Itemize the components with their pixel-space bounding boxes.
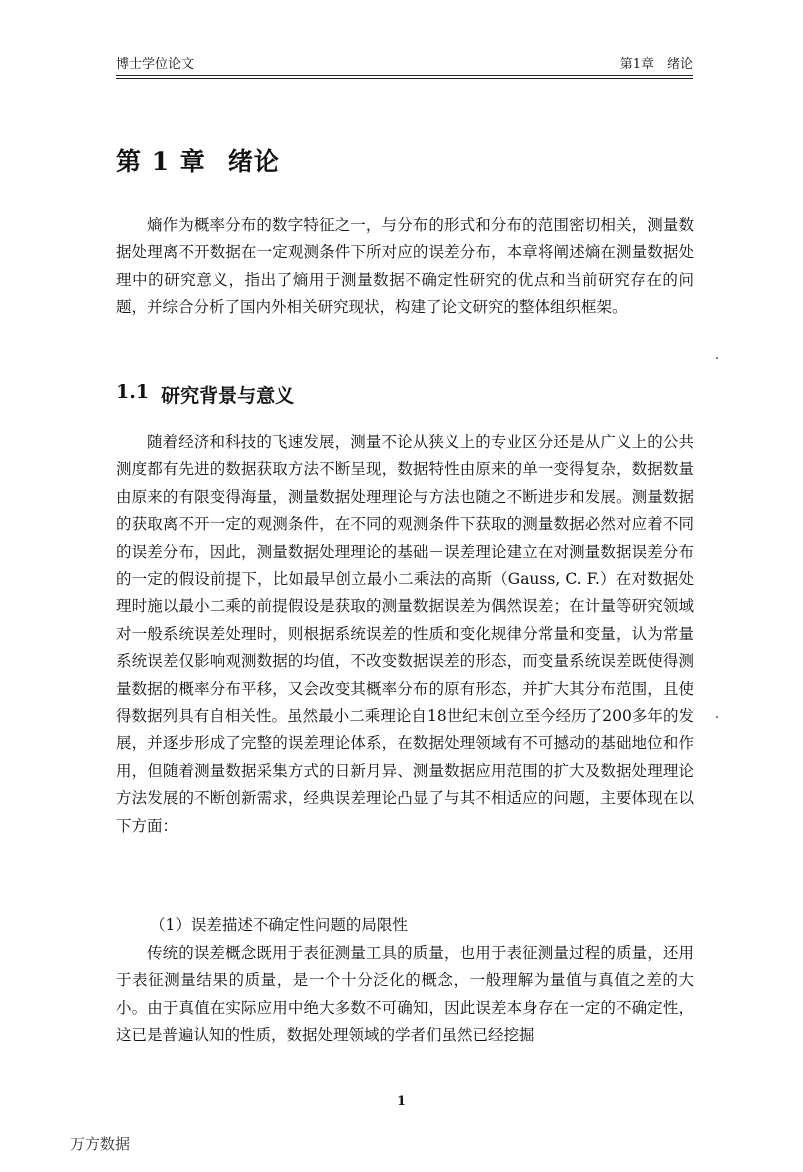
section-title: 研究背景与意义: [161, 385, 295, 407]
section-heading: [116, 381, 294, 408]
running-header: [116, 50, 693, 72]
scan-speck: [716, 357, 718, 359]
header-thesis-type: 博士学位论文: [116, 57, 195, 72]
page-number: 1: [396, 1094, 407, 1109]
chapter-title: [116, 142, 280, 178]
section-number: 1.1: [116, 381, 150, 403]
header-rule: [116, 75, 693, 79]
section-paragraph: 随着经济和科技的飞速发展，测量不论从狭义上的专业区分还是从广义上的公共测度都有先进的数据获取方法不断呈现，数据特性由原来的单一变得复杂，数据数量由原来的有限变得海量，测量数据处理理论与方法也随之不断进步和发展。测量数据的获取离不开一定的观测条件，在不同的观测条件下获取的测量数据必然对应着不同的误差分布，因此，测量数据处理理论的基础－误差理论建立在对测量数据误差分布的一定的假设前提下，比如最早创立最小二乘法的高斯（Gauss, C. F.）在对数据处理时施以最小二乘的前提假设是获取的测量数据误差为偶然误差；在计量等研究领域对一般系统误差处理时，则根据系统误差的性质和变化规律分常量和变量，认为常量系统误差仅影响观测数据的均值，不改变数据误差的形态，而变量系统误差既使得测量数据的概率分布平移，又会改变其概率分布的原有形态，并扩大其分布范围，且使得数据列具有自相关性。虽然最小二乘理论自18世纪末创立至今经历了200多年的发展，并逐步形成了完整的误差理论体系，在数据处理领域有不可撼动的基础地位和作用，但随着测量数据采集方式的日新月异、测量数据应用范围的扩大及数据处理理论方法发展的不断创新需求，经典误差理论凸显了与其不相适应的问题，主要体现在以下方面：: [116, 433, 694, 835]
scan-speck: [716, 716, 718, 718]
watermark: 万方数据: [70, 1135, 131, 1153]
chapter-name: 绪论: [227, 147, 280, 176]
header-chapter: 第1章 绪论: [619, 57, 693, 72]
item-heading: （1）误差描述不确定性问题的局限性: [150, 916, 408, 934]
item-paragraph: 传统的误差概念既用于表征测量工具的质量，也用于表征测量过程的质量，还用于表征测量结果的质量，是一个十分泛化的概念，一般理解为量值与真值之差的大小。由于真值在实际应用中绝大多数不可确知，因此误差本身存在一定的不确定性，这已是普遍认知的性质，数据处理领域的学者们虽然已经挖掘: [116, 944, 694, 1045]
intro-paragraph: 熵作为概率分布的数字特征之一，与分布的形式和分布的范围密切相关，测量数据处理离不开数据在一定观测条件下所对应的误差分布，本章将阐述熵在测量数据处理中的研究意义，指出了熵用于测量数据不确定性研究的优点和当前研究存在的问题，并综合分析了国内外相关研究现状，构建了论文研究的整体组织框架。: [116, 216, 694, 317]
chapter-number: 第 1 章: [116, 147, 206, 176]
